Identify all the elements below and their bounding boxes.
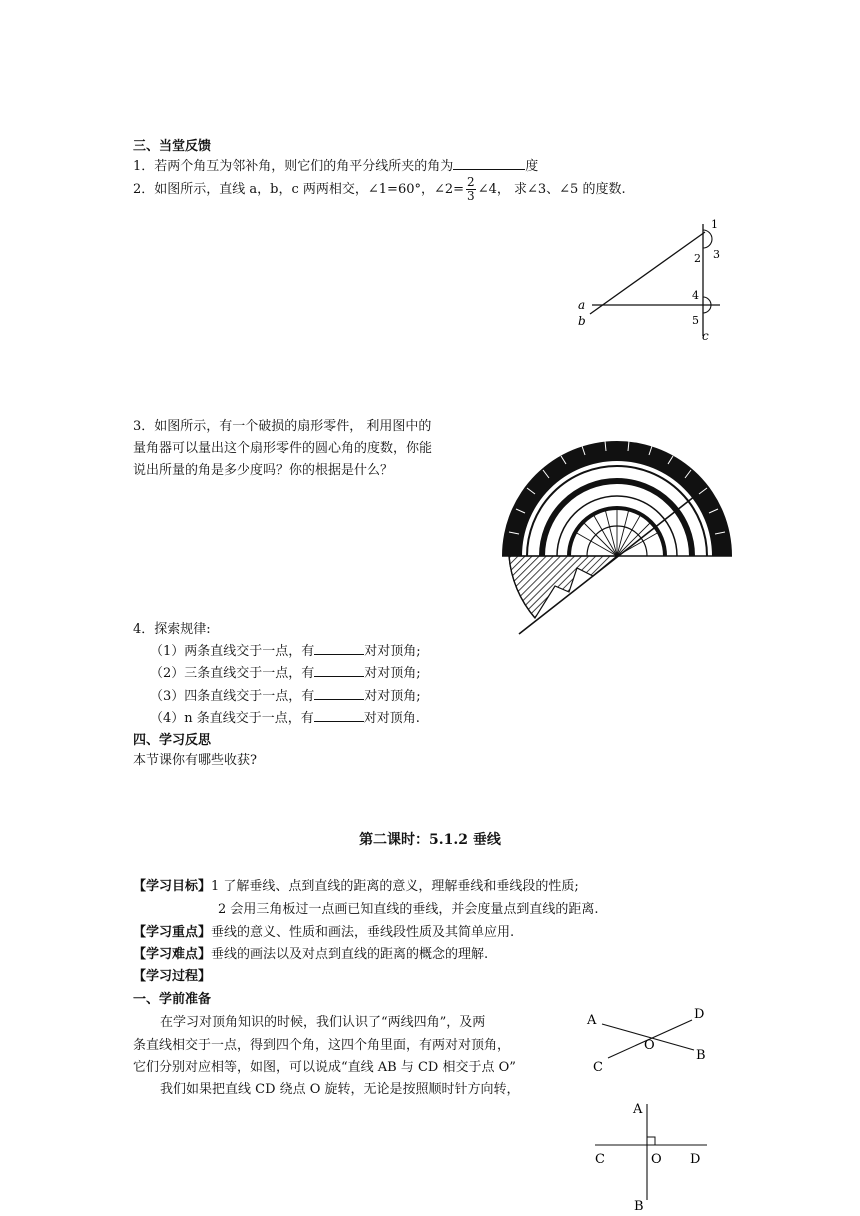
goal-1: 1 了解垂线、点到直线的距离的意义，理解垂线和垂线段的性质;: [211, 879, 579, 894]
perpendicular-lines-figure: [585, 1094, 715, 1214]
answer-blank[interactable]: [314, 642, 364, 655]
rule-item-suffix: 对对顶角.: [363, 711, 420, 726]
question-3-line-2: 量角器可以量出这个扇形零件的圆心角的度数，你能: [133, 441, 433, 456]
goal-label: 【学习目标】: [133, 879, 212, 894]
point-b: B: [634, 1199, 644, 1214]
paragraph-1-line-2: 条直线相交于一点，得到四个角，这四个角里面，有两对对顶角，: [133, 1038, 511, 1053]
paragraph-1-line-1: 在学习对顶角知识的时候，我们认识了“两线四角”，及两: [160, 1015, 486, 1030]
paragraph-2-line-1: 我们如果把直线 CD 绕点 O 旋转，无论是按照顺时针方向转，: [160, 1082, 520, 1097]
point-d: D: [690, 1152, 701, 1167]
point-o: O: [651, 1152, 662, 1167]
point-o: O: [644, 1038, 655, 1053]
question-2-text-a: 2．如图所示，直线 a，b，c 两两相交，∠1=60°，∠2=: [133, 182, 465, 197]
rule-item-text: （1）两条直线交于一点，有: [150, 644, 315, 659]
point-a: A: [587, 1013, 597, 1028]
goal-2: 2 会用三角板过一点画已知直线的垂线，并会度量点到直线的距离.: [218, 902, 599, 917]
difficulty-text: 垂线的画法以及对点到直线的距离的概念的理解.: [211, 947, 489, 962]
question-1-text: 1．若两个角互为邻补角，则它们的角平分线所夹的角为: [133, 159, 454, 174]
lesson-title: 第二课时：5.1.2 垂线: [359, 832, 501, 848]
section-heading-reflection: 四、学习反思: [133, 733, 212, 748]
rule-item-4: [150, 707, 420, 726]
label-3: 3: [713, 248, 720, 261]
broken-sector-part: [509, 556, 617, 618]
label-5: 5: [692, 314, 699, 327]
rule-item-3: [150, 685, 421, 704]
rule-item-suffix: 对对顶角;: [364, 666, 421, 681]
rule-item-1: [150, 640, 421, 659]
learning-goals: [133, 875, 579, 894]
focus-label: 【学习重点】: [133, 925, 212, 940]
answer-blank[interactable]: [314, 709, 364, 722]
question-4-title: 4．探索规律:: [133, 622, 211, 637]
learning-difficulty: [133, 943, 488, 962]
answer-blank[interactable]: [314, 687, 364, 700]
three-lines-figure: [570, 212, 730, 344]
intersecting-lines-figure: [580, 1002, 720, 1078]
answer-blank[interactable]: [314, 664, 364, 677]
question-2: [133, 176, 626, 203]
question-1: [133, 155, 538, 174]
fraction-numerator: 2: [467, 175, 475, 189]
line-slanted: [590, 232, 705, 314]
rule-item-text: （4）n 条直线交于一点，有: [150, 711, 314, 726]
fraction-two-thirds: [466, 176, 476, 203]
question-3-line-1: 3．如图所示，有一个破损的扇形零件， 利用图中的: [133, 419, 432, 434]
difficulty-label: 【学习难点】: [133, 947, 212, 962]
point-c: C: [593, 1060, 603, 1075]
label-4: 4: [692, 289, 699, 302]
learning-focus: [133, 921, 514, 940]
point-b: B: [696, 1048, 706, 1063]
rule-item-text: （2）三条直线交于一点，有: [150, 666, 315, 681]
right-angle-mark: [647, 1137, 655, 1145]
rule-item-suffix: 对对顶角;: [364, 644, 421, 659]
fraction-denominator: 3: [467, 189, 475, 203]
point-d: D: [694, 1007, 705, 1022]
rule-item-2: [150, 662, 421, 681]
question-3-line-3: 说出所量的角是多少度吗？你的根据是什么？: [133, 463, 394, 478]
question-1-unit: 度: [525, 159, 539, 174]
rule-item-text: （3）四条直线交于一点，有: [150, 689, 315, 704]
label-2: 2: [694, 252, 701, 265]
label-b: b: [578, 314, 586, 328]
label-1: 1: [711, 218, 718, 231]
reflection-prompt: 本节课你有哪些收获?: [133, 753, 257, 768]
label-a: a: [578, 298, 586, 312]
section-heading-feedback: 三、当堂反馈: [133, 139, 212, 154]
paragraph-1-line-3: 它们分别对应相等，如图，可以说成“直线 AB 与 CD 相交于点 O”: [133, 1060, 516, 1075]
answer-blank[interactable]: [453, 157, 525, 170]
question-2-text-b: ∠4， 求∠3、∠5 的度数.: [477, 182, 626, 197]
label-c: c: [702, 329, 709, 343]
process-label: 【学习过程】: [133, 969, 212, 984]
point-c: C: [595, 1152, 605, 1167]
section-heading-preparation: 一、学前准备: [133, 992, 212, 1007]
focus-text: 垂线的意义、性质和画法，垂线段性质及其简单应用.: [211, 925, 515, 940]
rule-item-suffix: 对对顶角;: [364, 689, 421, 704]
protractor-figure: [497, 428, 737, 640]
point-a: A: [633, 1102, 643, 1117]
